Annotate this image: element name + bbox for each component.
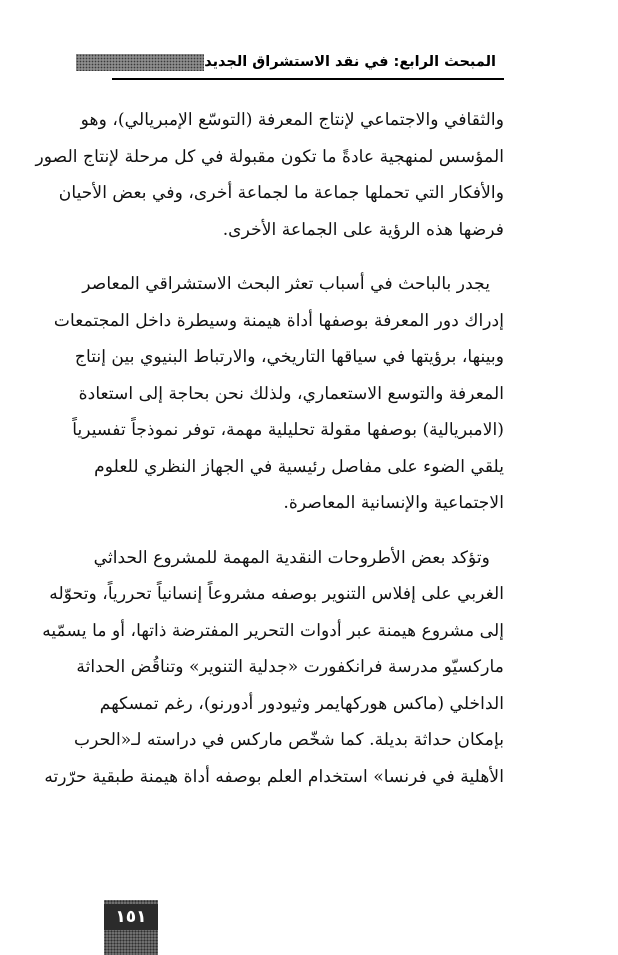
text-line: فرضها هذه الرؤية على الجماعة الأخرى.: [222, 219, 504, 240]
text-line: وبينها، برؤيتها في سياقها التاريخي، والارتباط البنيوي بين إنتاج: [74, 347, 504, 367]
text-line: الاجتماعية والإنسانية المعاصرة.: [283, 493, 504, 513]
text-line: إلى مشروع هيمنة عبر أدوات التحرير المفترضة ذاتها، أو ما يسمّيه: [42, 620, 504, 641]
text-line: الغربي على إفلاس التنوير بوصفه مشروعاً إنسانياً تحررياً، وتحوّله: [49, 584, 504, 604]
text-line: المعرفة والتوسع الاستعماري، ولذلك نحن بحاجة إلى استعادة: [78, 383, 504, 404]
text-line: بإمكان حداثة بديلة. كما شخّص ماركس في دراسته لـ«الحرب: [73, 730, 504, 750]
paragraph-1: [35, 102, 504, 248]
text-line: إدراك دور المعرفة بوصفها أداة هيمنة وسيطرة داخل المجتمعات: [53, 310, 504, 331]
header-decorative-bar: [76, 54, 204, 71]
running-header: [112, 50, 504, 74]
paragraph-3: [42, 540, 504, 796]
text-line: ماركسيّو مدرسة فرانكفورت «جدلية التنوير» وتناقُض الحداثة: [76, 657, 504, 677]
text-line: يجدر بالباحث في أسباب تعثر البحث الاستشراقي المعاصر: [82, 274, 490, 294]
paragraph-2: [53, 266, 504, 522]
text-line: وتؤكد بعض الأطروحات النقدية المهمة للمشروع الحداثي: [93, 547, 490, 568]
text-line: الداخلي (ماكس هوركهايمر وثيودور أدورنو)، رغم تمسكهم: [99, 693, 504, 714]
body-text: [35, 102, 504, 813]
text-line: الأهلية في فرنسا» استخدام العلم بوصفه أداة هيمنة طبقية حرّرته: [44, 766, 504, 787]
text-line: (الامبريالية) بوصفها مقولة تحليلية مهمة، توفر نموذجاً تفسيرياً: [72, 420, 504, 440]
page-number: ١٥١: [104, 904, 158, 930]
text-line: والأفكار التي تحملها جماعة ما لجماعة أخرى، وفي بعض الأحيان: [58, 183, 504, 203]
text-line: يلقي الضوء على مفاصل رئيسية في الجهاز النظري للعلوم: [94, 456, 504, 477]
text-line: والثقافي والاجتماعي لإنتاج المعرفة (التوسّع الإمبريالي)، وهو: [80, 110, 504, 130]
text-line: المؤسس لمنهجية عادةً ما تكون مقبولة في كل مرحلة لإنتاج الصور: [35, 146, 504, 167]
header-rule: [112, 78, 504, 80]
running-header-title: المبحث الرابع: في نقد الاستشراق الجديد: [204, 54, 496, 70]
